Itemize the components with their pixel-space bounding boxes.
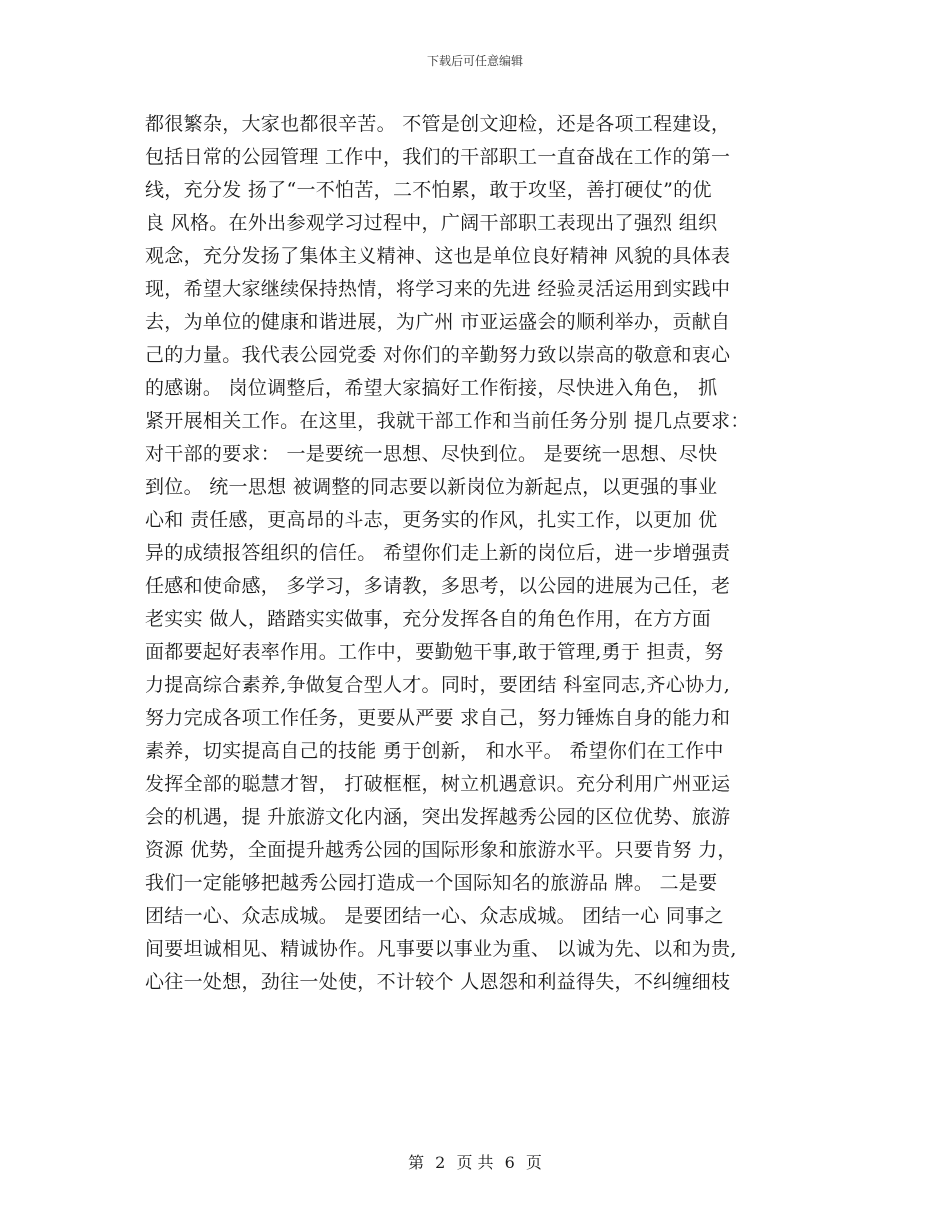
text-line: 老实实 做人，踏踏实实做事，充分发挥各自的角色作用，在方方面 — [145, 608, 712, 630]
page-footer — [0, 1150, 950, 1173]
text-line: 紧开展相关工作。在这里，我就干部工作和当前任务分别 提几点要求： — [145, 410, 750, 432]
footer-middle: 页 共 — [456, 1153, 494, 1172]
text-line: 观念，充分发扬了集体主义精神、这也是单位良好精神 风貌的具体表 — [145, 245, 731, 267]
text-line: 素养，切实提高自己的技能 勇于创新， 和水平。 希望你们在工作中 — [145, 740, 724, 762]
footer-prefix: 第 — [408, 1153, 425, 1172]
text-line: 心和 责任感，更高昂的斗志，更务实的作风，扎实工作，以更加 优 — [145, 509, 718, 531]
text-line: 都很繁杂，大家也都很辛苦。 不管是创文迎检，还是各项工程建设， — [145, 113, 731, 135]
text-line: 我们一定能够把越秀公园打造成一个国际知名的旅游品 牌。 二是要 — [145, 872, 718, 894]
text-line: 发挥全部的聪慧才智， 打破框框，树立机遇意识。充分利用广州亚运 — [145, 773, 731, 795]
text-line: 力提高综合素养,争做复合型人才。同时，要团结 科室同志,齐心协力, — [145, 674, 731, 696]
current-page-number: 2 — [435, 1153, 446, 1172]
text-line: 去，为单位的健康和谐进展，为广州 市亚运盛会的顺利举办，贡献自 — [145, 311, 731, 333]
text-line: 面都要起好表率作用。工作中，要勤勉干事,敢于管理,勇于 担责，努 — [145, 641, 724, 663]
footer-suffix: 页 — [525, 1153, 542, 1172]
page-header: 下载后可任意编辑 — [426, 54, 523, 68]
text-line: 任感和使命感， 多学习，多请教，多思考，以公园的进展为己任，老 — [145, 575, 731, 597]
text-line: 间要坦诚相见、精诚协作。凡事要以事业为重、 以诚为先、以和为贵, — [145, 938, 737, 960]
text-line: 会的机遇，提 升旅游文化内涵，突出发挥越秀公园的区位优势、旅游 — [145, 806, 731, 828]
document-body — [145, 108, 825, 999]
text-line: 团结一心、众志成城。 是要团结一心、众志成城。 团结一心 同事之 — [145, 905, 724, 927]
text-line: 包括日常的公园管理 工作中，我们的干部职工一直奋战在工作的第一 — [145, 146, 731, 168]
text-line: 资源 优势，全面提升越秀公园的国际形象和旅游水平。只要肯努 力， — [145, 839, 737, 861]
text-line: 线，充分发 扬了“一不怕苦，二不怕累，敢于攻坚，善打硬仗”的优 — [145, 179, 712, 201]
text-line: 努力完成各项工作任务，更要从严要 求自己，努力锤炼自身的能力和 — [145, 707, 731, 729]
text-line: 对干部的要求： 一是要统一思想、尽快到位。 是要统一思想、尽快 — [145, 443, 718, 465]
text-line: 心往一处想，劲往一处使，不计较个 人恩怨和利益得失，不纠缠细枝 — [145, 971, 731, 993]
text-line: 己的力量。我代表公园党委 对你们的辛勤努力致以崇高的敬意和衷心 — [145, 344, 731, 366]
total-pages-number: 6 — [504, 1153, 515, 1172]
text-line: 良 风格。在外出参观学习过程中，广阔干部职工表现出了强烈 组织 — [145, 212, 718, 234]
text-line: 现，希望大家继续保持热情，将学习来的先进 经验灵活运用到实践中 — [145, 278, 731, 300]
text-line: 异的成绩报答组织的信任。 希望你们走上新的岗位后，进一步增强责 — [145, 542, 731, 564]
text-line: 到位。 统一思想 被调整的同志要以新岗位为新起点，以更强的事业 — [145, 476, 718, 498]
text-line: 的感谢。 岗位调整后，希望大家搞好工作衔接，尽快进入角色， 抓 — [145, 377, 718, 399]
